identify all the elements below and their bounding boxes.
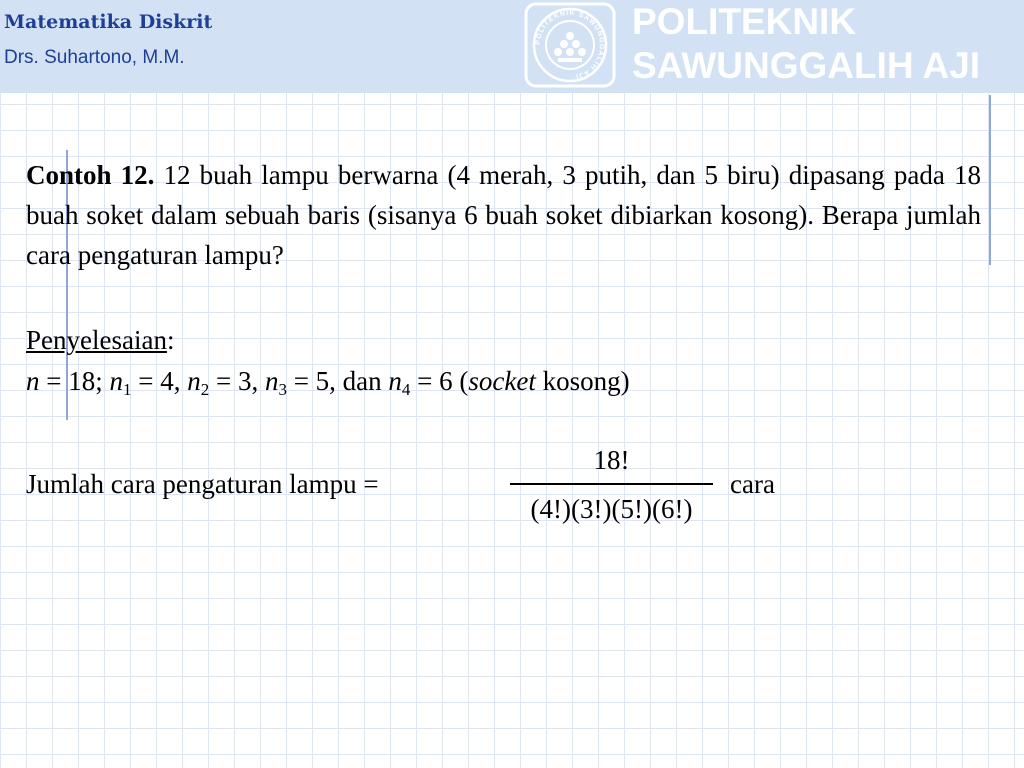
institution-seal-icon bbox=[524, 2, 616, 88]
example-text: 12 buah lampu berwarna (4 merah, 3 putih, dan 5 biru) dipasang pada 18 buah soket dalam sebuah baris (sisanya 6 buah soket dibiarkan kosong). Berapa jumlah cara pengaturan lampu? bbox=[26, 160, 981, 270]
n3-value: = 5, dan bbox=[286, 366, 389, 396]
n1-value: = 4, bbox=[131, 366, 188, 396]
var-n4: n bbox=[388, 366, 402, 396]
var-n3: n bbox=[264, 366, 279, 396]
n4-subscript: 4 bbox=[401, 380, 411, 399]
solution-heading-text: Penyelesaian bbox=[26, 325, 167, 355]
var-n1: n bbox=[109, 366, 123, 396]
n4-value: = 6 ( bbox=[410, 366, 469, 396]
slide-header bbox=[0, 0, 1024, 93]
decorative-vertical-line-right bbox=[989, 95, 991, 265]
lecturer-name: Drs. Suhartono, M.M. bbox=[4, 47, 185, 68]
var-n2: n bbox=[187, 366, 201, 396]
n1-subscript: 1 bbox=[122, 380, 132, 399]
n2-value: = 3, bbox=[209, 366, 265, 396]
example-label: Contoh 12. bbox=[26, 160, 155, 190]
solution-heading-colon: : bbox=[166, 325, 175, 355]
solution-heading bbox=[26, 320, 174, 360]
socket-tail: kosong) bbox=[535, 366, 630, 396]
institution-name-line1: POLITEKNIK bbox=[632, 1, 857, 42]
logo-ring-text: POLITEKNIK SAWUNGGALIH AJI bbox=[534, 9, 606, 80]
n2-subscript: 2 bbox=[200, 380, 210, 399]
n3-subscript: 3 bbox=[278, 380, 287, 399]
result-unit: cara bbox=[730, 469, 775, 499]
course-title: Matematika Diskrit bbox=[4, 11, 213, 33]
socket-word: socket bbox=[468, 366, 536, 396]
example-paragraph bbox=[26, 155, 981, 275]
fraction-denominator: (4!)(3!)(5!)(6!) bbox=[530, 494, 693, 524]
n-value: = 18; bbox=[39, 366, 110, 396]
fraction-numerator: 18! bbox=[593, 445, 630, 475]
parameters-line bbox=[26, 361, 630, 401]
result-label: Jumlah cara pengaturan lampu = bbox=[26, 469, 379, 499]
fraction-bar bbox=[510, 483, 713, 485]
institution-name-line2: SAWUNGGALIH AJI bbox=[632, 45, 981, 86]
var-n: n bbox=[26, 366, 40, 396]
